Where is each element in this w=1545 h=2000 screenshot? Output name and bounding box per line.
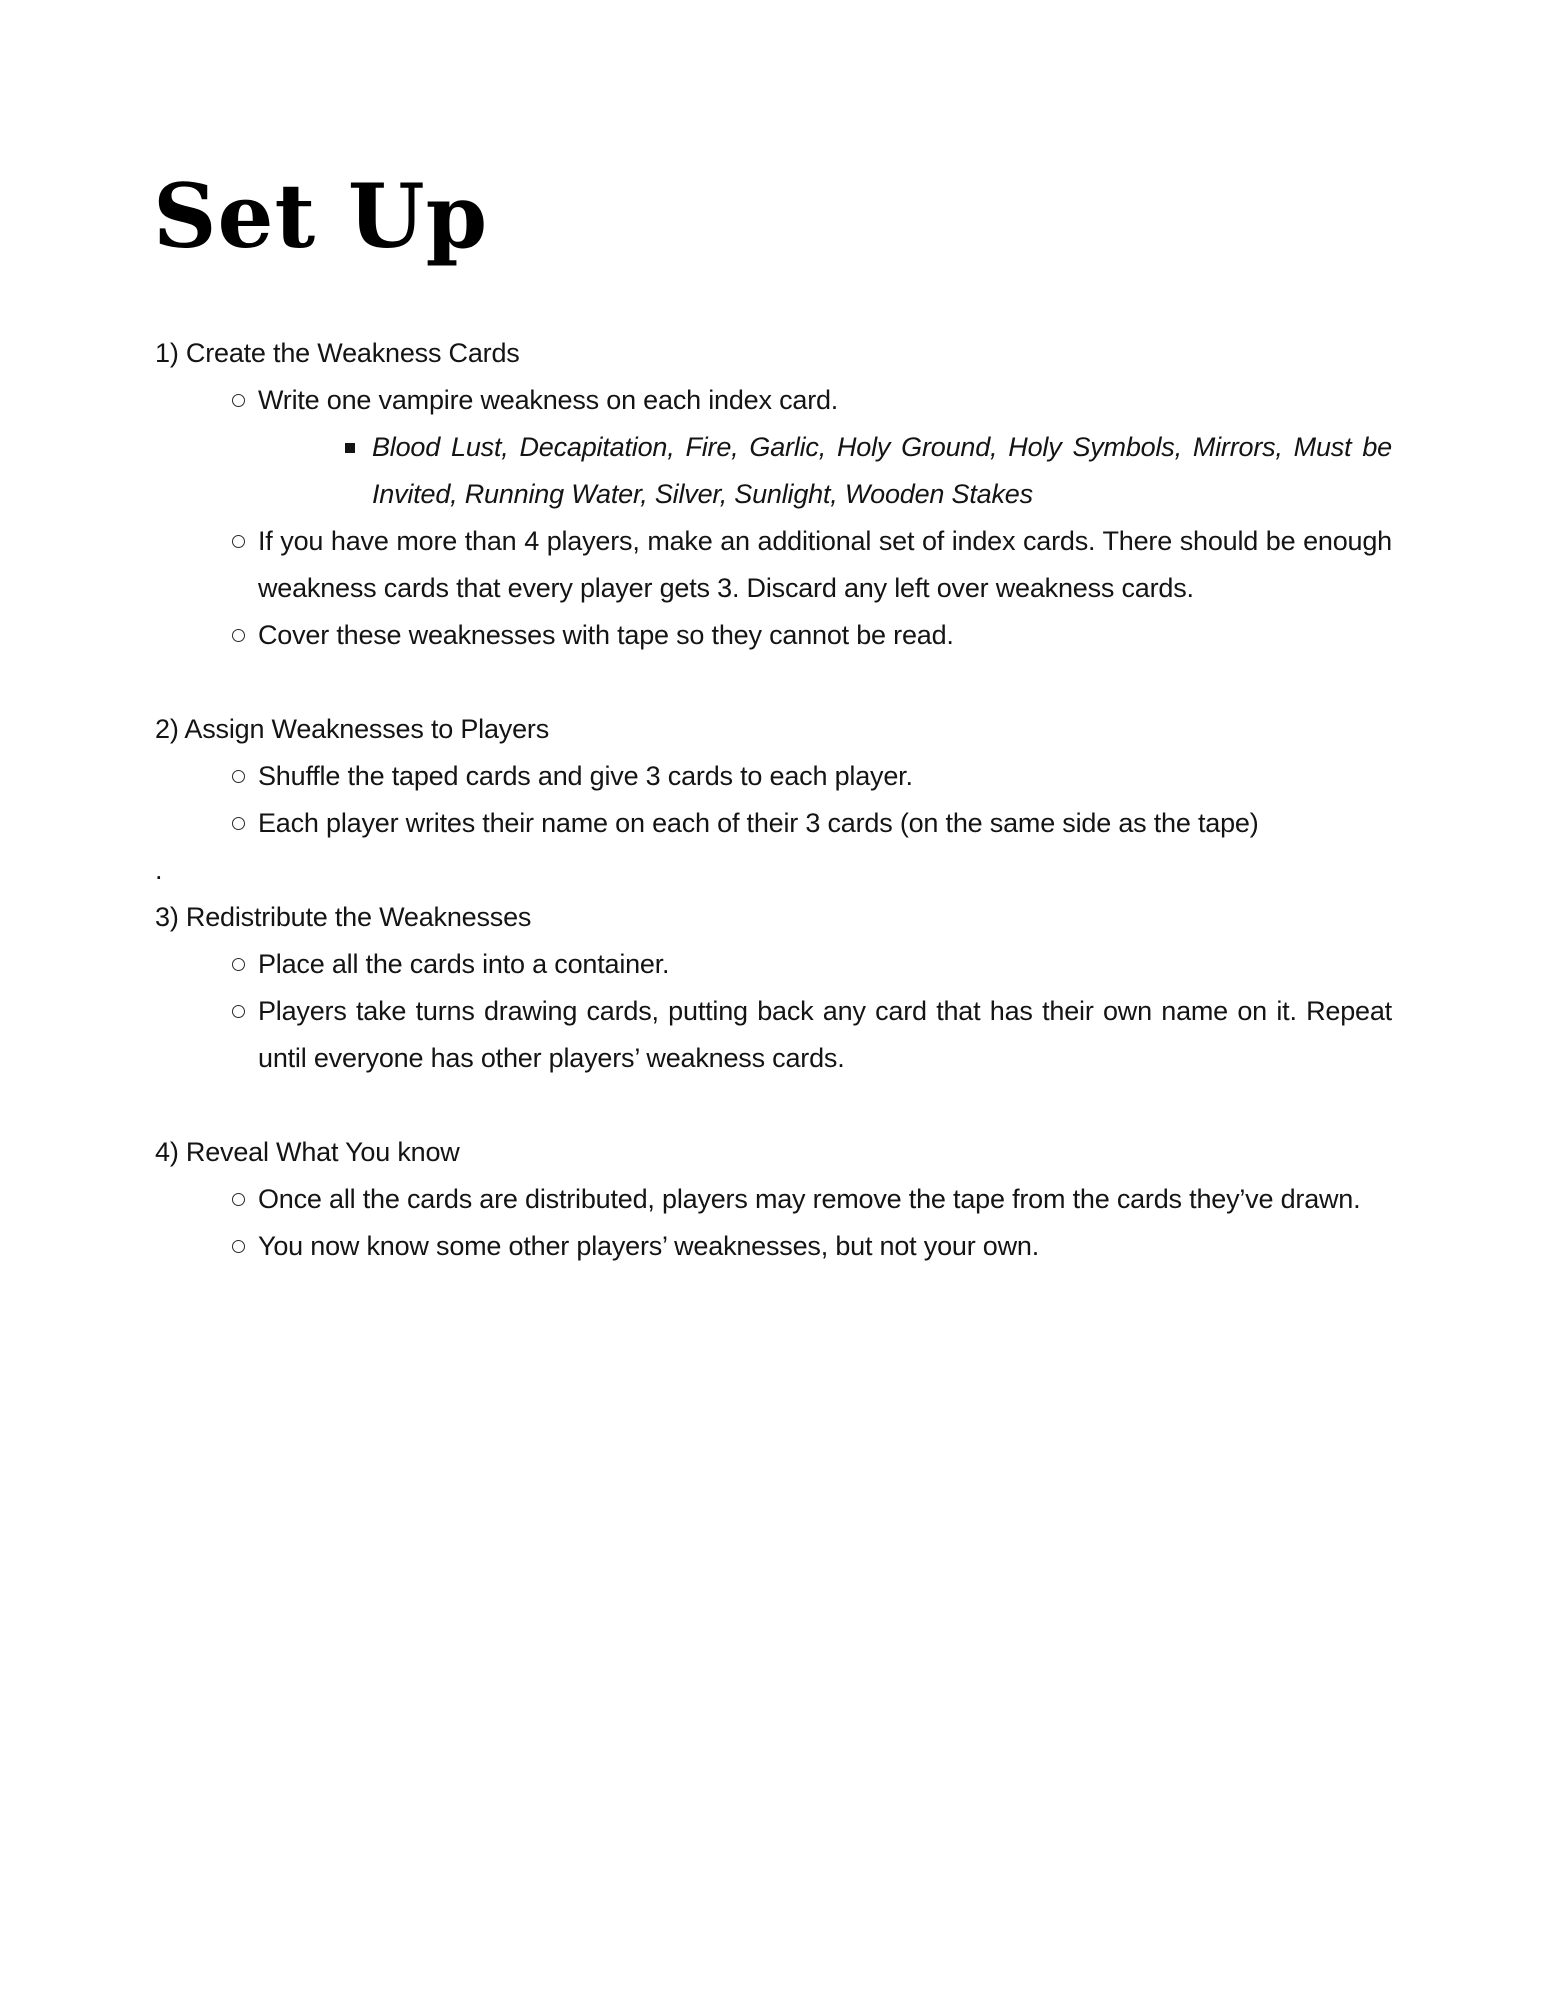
- bullet-list: [155, 753, 1392, 847]
- list-item-text: Write one vampire weakness on each index card.: [258, 385, 839, 415]
- section-heading: 3) Redistribute the Weaknesses: [155, 902, 532, 932]
- bullet-list: [155, 377, 1392, 659]
- circle-bullet-icon: [232, 958, 245, 971]
- list-item: [155, 1223, 1392, 1270]
- list-item-text: You now know some other players’ weaknesses, but not your own.: [258, 1231, 1040, 1261]
- list-item: [155, 1176, 1392, 1223]
- sub-bullet-list: [258, 424, 1392, 518]
- circle-bullet-icon: [232, 1193, 245, 1206]
- rules-section: [155, 706, 1392, 847]
- section-heading: 1) Create the Weakness Cards: [155, 338, 520, 368]
- list-item: [155, 941, 1392, 988]
- circle-bullet-icon: [232, 1240, 245, 1253]
- list-item-text: Place all the cards into a container.: [258, 949, 670, 979]
- bullet-list: [155, 1176, 1392, 1270]
- circle-bullet-icon: [232, 817, 245, 830]
- list-item-text: Cover these weaknesses with tape so they cannot be read.: [258, 620, 954, 650]
- list-item: [155, 612, 1392, 659]
- circle-bullet-icon: [232, 1005, 245, 1018]
- list-item: [155, 800, 1392, 847]
- sub-list-item: [258, 424, 1392, 518]
- list-item: [155, 377, 1392, 518]
- rules-section: [155, 330, 1392, 659]
- circle-bullet-icon: [232, 770, 245, 783]
- list-item-text: If you have more than 4 players, make an additional set of index cards. There should be enough weakness cards that every player gets 3. Discard any left over weakness cards.: [258, 526, 1392, 603]
- rules-section: [155, 1129, 1392, 1270]
- section-heading: 4) Reveal What You know: [155, 1137, 460, 1167]
- sub-list-item-text: Blood Lust, Decapitation, Fire, Garlic, Holy Ground, Holy Symbols, Mirrors, Must be Invited, Running Water, Silver, Sunlight, Wooden Stakes: [372, 432, 1392, 509]
- stray-period: .: [155, 855, 163, 885]
- list-item-text: Shuffle the taped cards and give 3 cards to each player.: [258, 761, 913, 791]
- bullet-list: [155, 941, 1392, 1082]
- circle-bullet-icon: [232, 535, 245, 548]
- document-body: [155, 330, 1392, 1270]
- list-item-text: Each player writes their name on each of their 3 cards (on the same side as the tape): [258, 808, 1259, 838]
- section-heading: 2) Assign Weaknesses to Players: [155, 714, 549, 744]
- circle-bullet-icon: [232, 394, 245, 407]
- list-item-text: Players take turns drawing cards, putting back any card that has their own name on it. Repeat until everyone has other players’ weakness cards.: [258, 996, 1392, 1073]
- rules-section: [155, 847, 1392, 1082]
- page-title: Set Up: [153, 164, 489, 268]
- square-bullet-icon: [345, 443, 355, 453]
- list-item: [155, 988, 1392, 1082]
- list-item: [155, 518, 1392, 612]
- list-item: [155, 753, 1392, 800]
- list-item-text: Once all the cards are distributed, players may remove the tape from the cards they’ve drawn.: [258, 1184, 1361, 1214]
- circle-bullet-icon: [232, 629, 245, 642]
